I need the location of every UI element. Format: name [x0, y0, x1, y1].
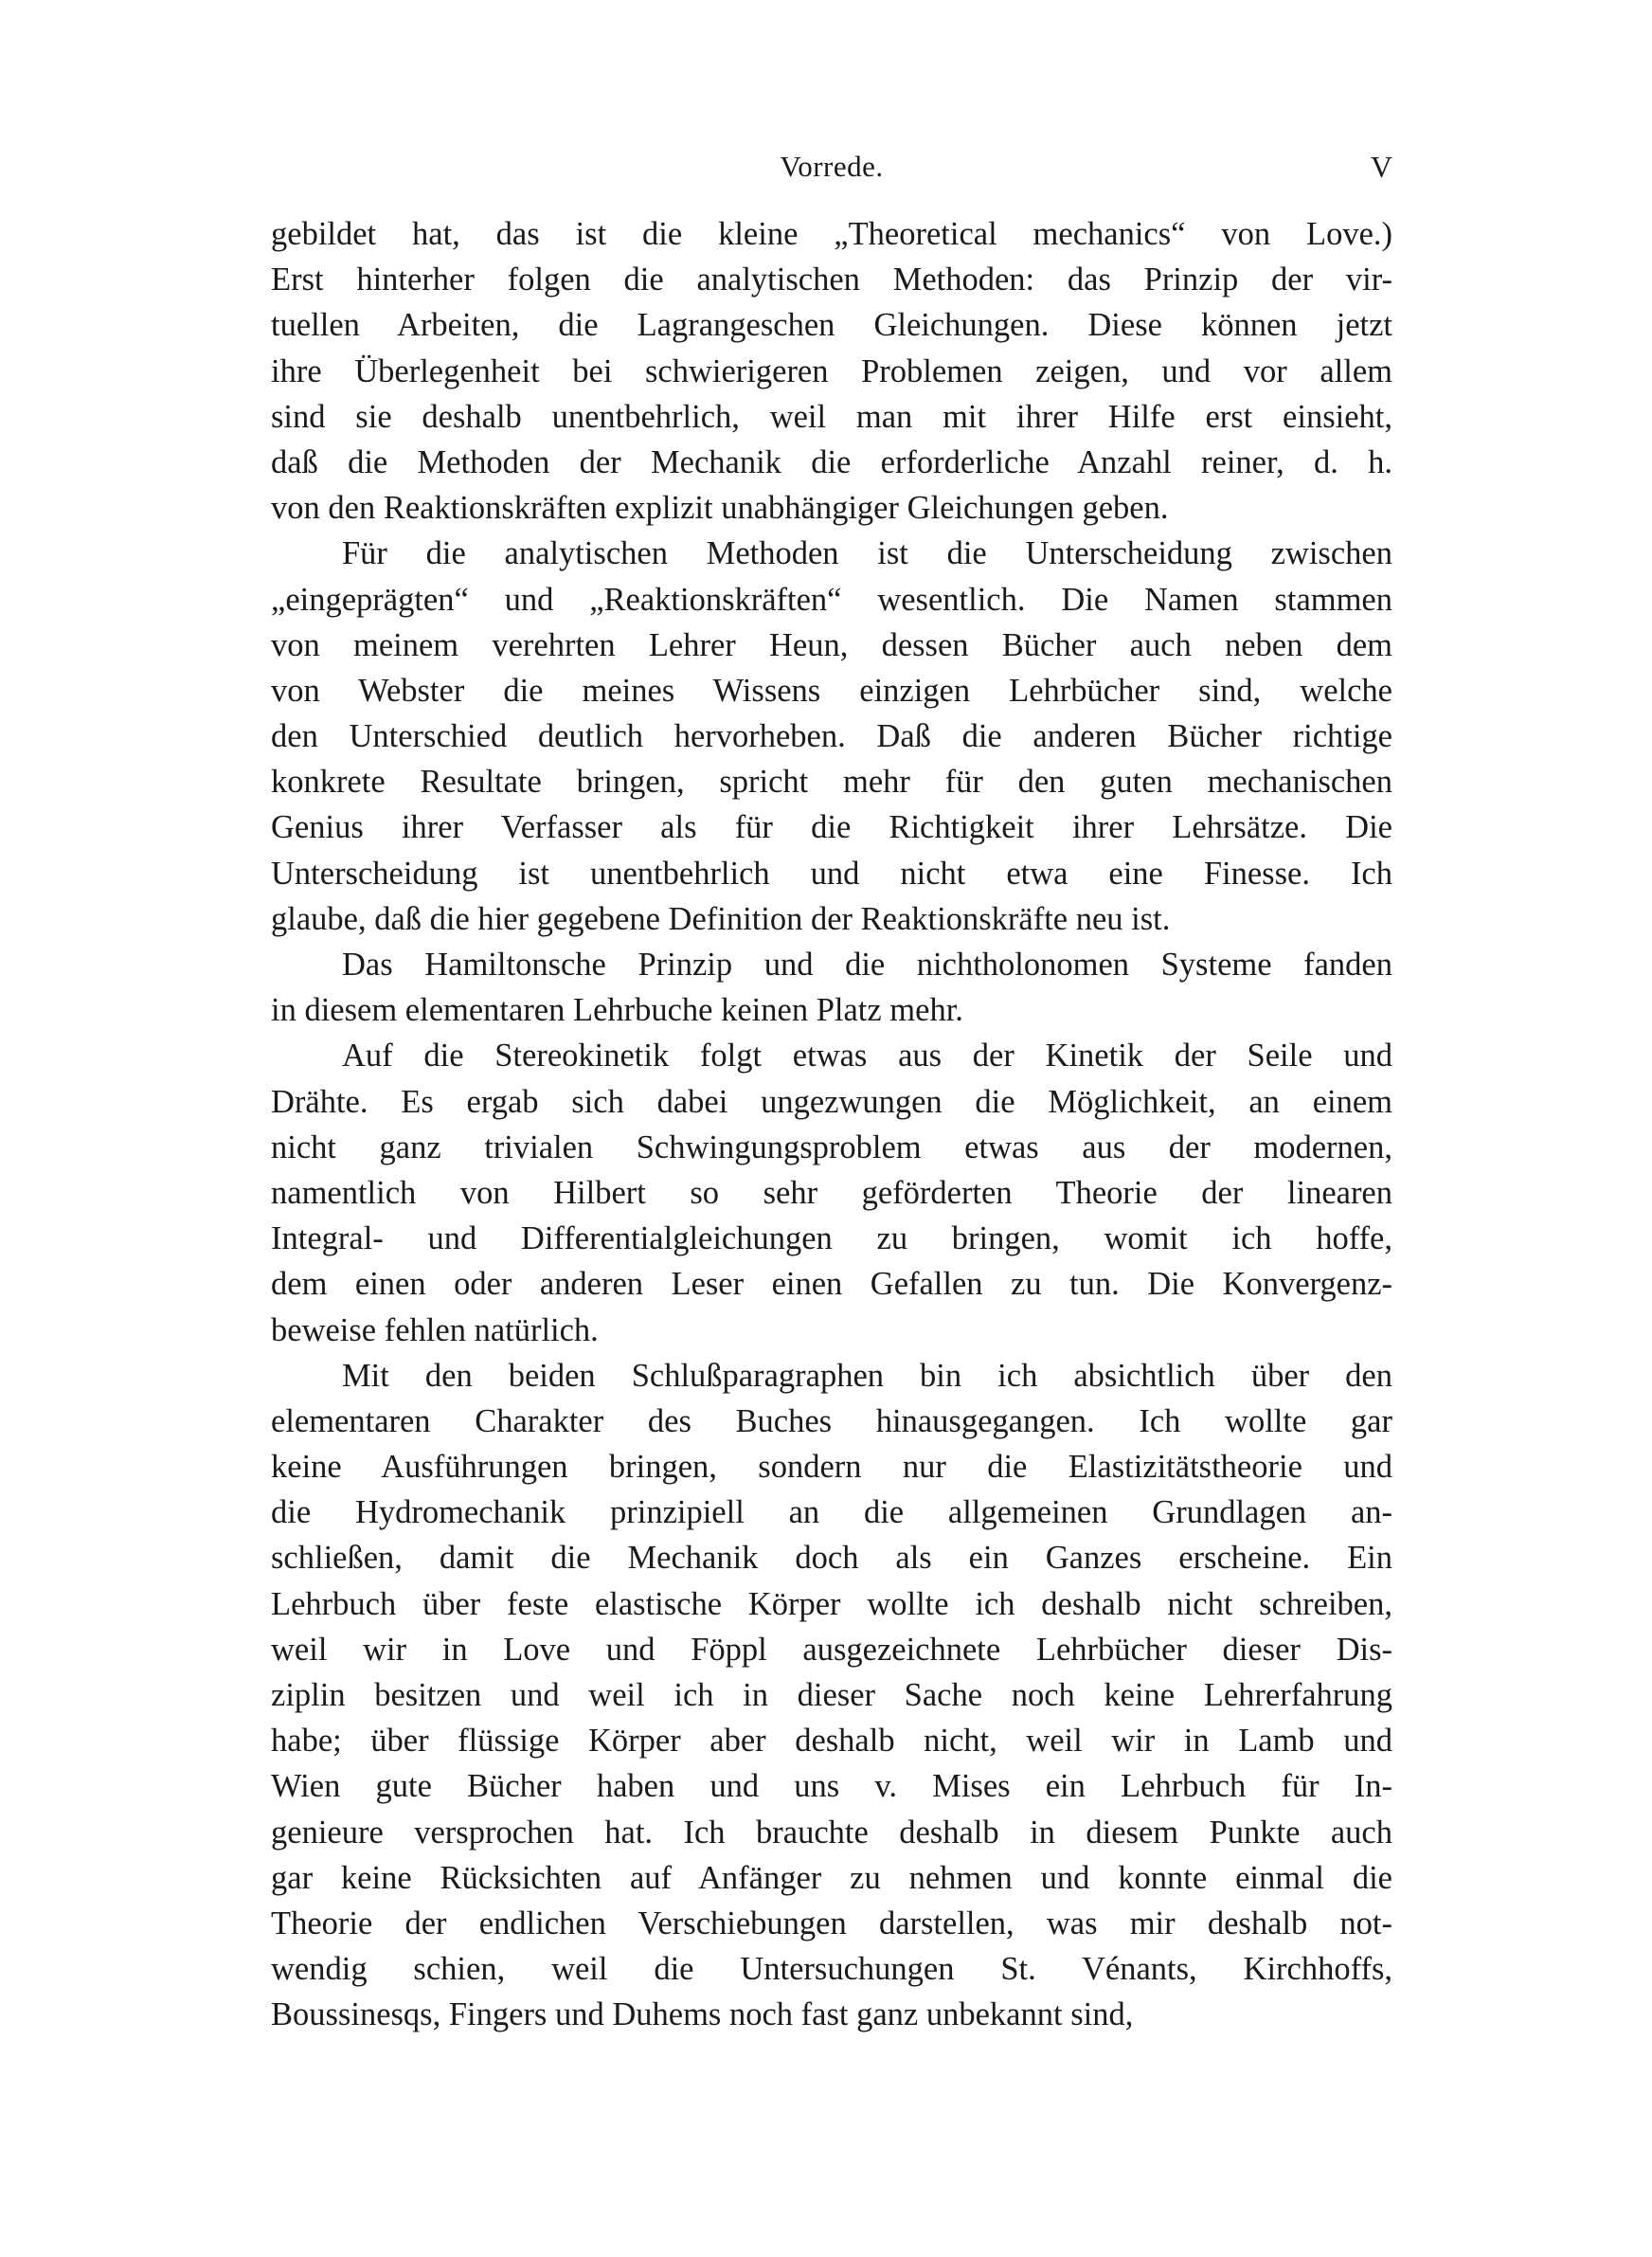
text-line: „eingeprägten“ und „Reaktionskräften“ wesentlich. Die Namen stammen — [271, 581, 1392, 618]
text-line: Erst hinterher folgen die analytischen Methoden: das Prinzip der vir- — [271, 262, 1392, 298]
paragraph — [271, 531, 1392, 942]
text-line: ihre Überlegenheit bei schwierigeren Problemen zeigen, und vor allem — [271, 352, 1392, 389]
paragraph — [271, 1353, 1392, 2038]
paragraph — [271, 1033, 1392, 1352]
text-line: habe; über flüssige Körper aber deshalb nicht, weil wir in Lamb und — [271, 1723, 1392, 1760]
page-header — [271, 150, 1392, 191]
text-line: wendig schien, weil die Untersuchungen St. Vénants, Kirchhoffs, — [271, 1951, 1392, 1988]
running-title: Vorrede. — [780, 150, 884, 183]
text-line: Drähte. Es ergab sich dabei ungezwungen die Möglichkeit, an einem — [271, 1083, 1392, 1120]
text-line: nicht ganz trivialen Schwingungsproblem etwas aus der modernen, — [271, 1128, 1392, 1165]
text-line: konkrete Resultate bringen, spricht mehr für den guten mechanischen — [271, 764, 1392, 801]
text-line: von meinem verehrten Lehrer Heun, dessen Bücher auch neben dem — [271, 626, 1392, 663]
text-line: von Webster die meines Wissens einzigen Lehrbücher sind, welche — [271, 672, 1392, 709]
text-line: von den Reaktionskräften explizit unabhängiger Gleichungen geben. — [271, 490, 1169, 527]
text-line: den Unterschied deutlich hervorheben. Daß die anderen Bücher richtige — [271, 718, 1392, 755]
text-line: gebildet hat, das ist die kleine „Theoretical mechanics“ von Love.) — [271, 216, 1392, 252]
text-line: Mit den beiden Schlußparagraphen bin ich absichtlich über den — [342, 1357, 1392, 1394]
text-line: daß die Methoden der Mechanik die erforderliche Anzahl reiner, d. h. — [271, 443, 1392, 480]
text-line: tuellen Arbeiten, die Lagrangeschen Gleichungen. Diese können jetzt — [271, 307, 1392, 344]
text-line: sind sie deshalb unentbehrlich, weil man mit ihrer Hilfe erst einsieht, — [271, 398, 1392, 435]
text-line: Auf die Stereokinetik folgt etwas aus der Kinetik der Seile und — [342, 1038, 1392, 1074]
text-line: Theorie der endlichen Verschiebungen darstellen, was mir deshalb not- — [271, 1905, 1392, 1941]
text-line: Genius ihrer Verfasser als für die Richtigkeit ihrer Lehrsätze. Die — [271, 809, 1392, 846]
text-line: Integral- und Differentialgleichungen zu bringen, womit ich hoffe, — [271, 1220, 1392, 1257]
paragraph — [271, 942, 1392, 1033]
text-line: elementaren Charakter des Buches hinausgegangen. Ich wollte gar — [271, 1402, 1392, 1439]
text-line: beweise fehlen natürlich. — [271, 1311, 599, 1348]
text-line: Das Hamiltonsche Prinzip und die nichtholonomen Systeme fanden — [342, 947, 1392, 983]
text-line: glaube, daß die hier gegebene Definition der Reaktionskräfte neu ist. — [271, 900, 1171, 937]
text-line: schließen, damit die Mechanik doch als ein Ganzes erscheine. Ein — [271, 1540, 1392, 1577]
text-line: Boussinesqs, Fingers und Duhems noch fast ganz unbekannt sind, — [271, 1996, 1134, 2033]
paragraph — [271, 211, 1392, 531]
text-line: dem einen oder anderen Leser einen Gefallen zu tun. Die Konvergenz- — [271, 1266, 1392, 1303]
text-line: weil wir in Love und Föppl ausgezeichnete Lehrbücher dieser Dis- — [271, 1631, 1392, 1668]
text-line: Für die analytischen Methoden ist die Unterscheidung zwischen — [342, 535, 1392, 572]
text-line: ziplin besitzen und weil ich in dieser Sache noch keine Lehrerfahrung — [271, 1677, 1392, 1713]
text-line: in diesem elementaren Lehrbuche keinen Platz mehr. — [271, 992, 963, 1029]
text-line: keine Ausführungen bringen, sondern nur die Elastizitätstheorie und — [271, 1449, 1392, 1486]
text-line: namentlich von Hilbert so sehr geförderten Theorie der linearen — [271, 1174, 1392, 1211]
text-line: die Hydromechanik prinzipiell an die allgemeinen Grundlagen an- — [271, 1494, 1392, 1531]
text-line: genieure versprochen hat. Ich brauchte deshalb in diesem Punkte auch — [271, 1814, 1392, 1851]
text-line: Unterscheidung ist unentbehrlich und nicht etwa eine Finesse. Ich — [271, 855, 1392, 892]
text-line: gar keine Rücksichten auf Anfänger zu nehmen und konnte einmal die — [271, 1859, 1392, 1896]
body-text — [271, 211, 1392, 2038]
text-line: Wien gute Bücher haben und uns v. Mises ein Lehrbuch für In- — [271, 1768, 1392, 1805]
page-number: V — [1370, 150, 1392, 184]
text-line: Lehrbuch über feste elastische Körper wollte ich deshalb nicht schreiben, — [271, 1585, 1392, 1622]
